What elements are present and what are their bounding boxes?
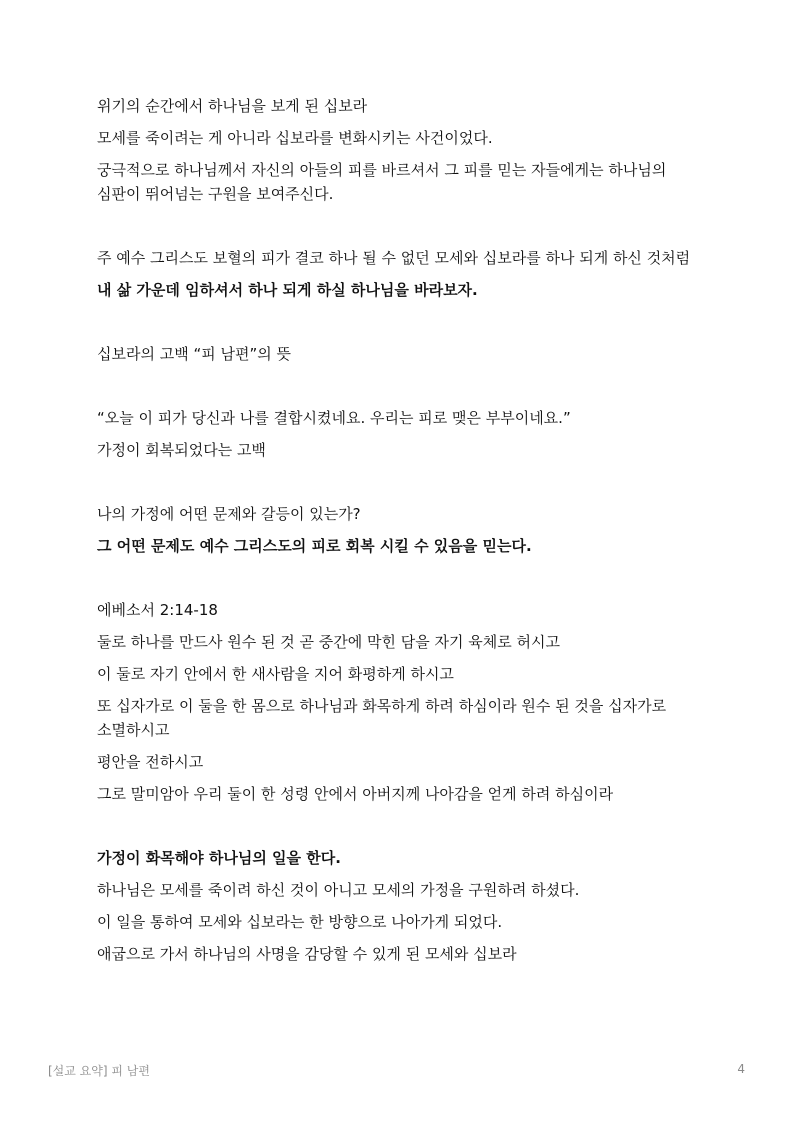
paragraph-line: 모세를 죽이려는 게 아니라 십보라를 변화시키는 사건이었다. [97,129,493,147]
section-heading: 십보라의 고백 “피 남편”의 뜻 [97,345,292,363]
paragraph-spacer [97,470,697,502]
paragraph-spacer [97,374,697,406]
scripture-reference: 에베소서 2:14-18 [97,601,218,619]
paragraph-spacer [97,566,697,598]
scripture-line: 평안을 전하시고 [97,753,204,771]
scripture-line: 그로 말미암아 우리 둘이 한 성령 안에서 아버지께 나아감을 얻게 하려 하심이라 [97,785,614,803]
document-body [97,94,697,974]
emphasis-line: 그 어떤 문제도 예수 그리스도의 피로 회복 시킬 수 있음을 믿는다. [97,537,532,555]
quote-line: “오늘 이 피가 당신과 나를 결합시켰네요. 우리는 피로 맺은 부부이네요.” [97,409,571,427]
paragraph-line: 가정이 회복되었다는 고백 [97,441,266,459]
paragraph-line: 애굽으로 가서 하나님의 사명을 감당할 수 있게 된 모세와 십보라 [97,945,517,963]
paragraph-line: 주 예수 그리스도 보혈의 피가 결코 하나 될 수 없던 모세와 십보라를 하나 되게 하신 것처럼 [97,249,691,267]
emphasis-line: 가정이 화목해야 하나님의 일을 한다. [97,849,341,867]
paragraph-line: 하나님은 모세를 죽이려 하신 것이 아니고 모세의 가정을 구원하려 하셨다. [97,881,580,899]
scripture-line: 또 십자가로 이 둘을 한 몸으로 하나님과 화목하게 하려 하심이라 원수 된 것을 십자가로 소멸하시고 [97,697,667,739]
paragraph-line: 위기의 순간에서 하나님을 보게 된 십보라 [97,97,368,115]
paragraph-line: 궁극적으로 하나님께서 자신의 아들의 피를 바르셔서 그 피를 믿는 자들에게는 하나님의 심판이 뛰어넘는 구원을 보여주신다. [97,161,667,203]
paragraph-line: 이 일을 통하여 모세와 십보라는 한 방향으로 나아가게 되었다. [97,913,503,931]
paragraph-spacer [97,310,697,342]
paragraph-line: 나의 가정에 어떤 문제와 갈등이 있는가? [97,505,361,523]
footer-title: [설교 요약] 피 남편 [48,1064,150,1078]
scripture-line: 이 둘로 자기 안에서 한 새사람을 지어 화평하게 하시고 [97,665,454,683]
paragraph-spacer [97,214,697,246]
emphasis-line: 내 삶 가운데 임하셔서 하나 되게 하실 하나님을 바라보자. [97,281,478,299]
scripture-line: 둘로 하나를 만드사 원수 된 것 곧 중간에 막힌 담을 자기 육체로 허시고 [97,633,560,651]
paragraph-spacer [97,814,697,846]
page-number: 4 [737,1062,745,1076]
